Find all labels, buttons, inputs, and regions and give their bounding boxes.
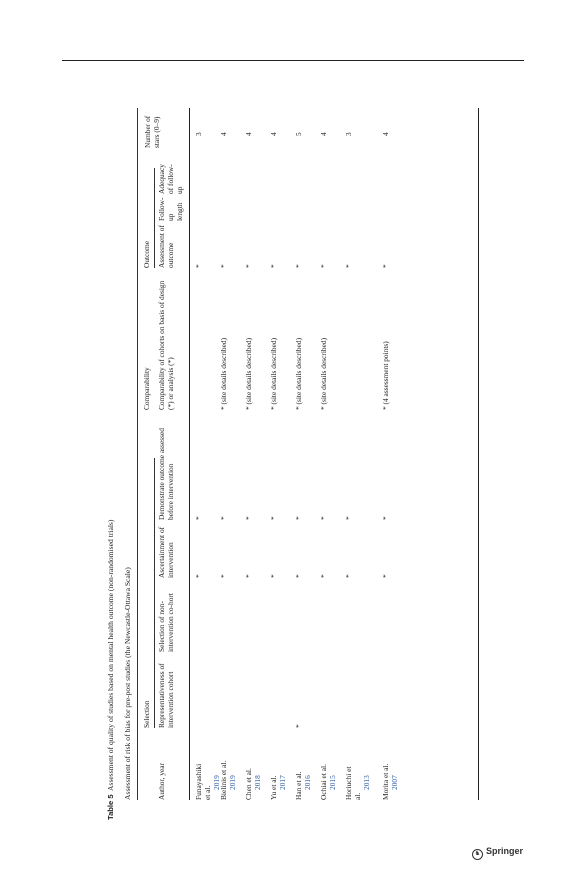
cell-demonstrate: * <box>269 516 278 520</box>
cell-author <box>381 760 399 800</box>
author-name: Bielinis et al. <box>219 760 228 800</box>
cell-demonstrate: * <box>194 516 203 520</box>
author-name: Ochiai et al. <box>319 764 328 800</box>
group-selection-rule <box>154 458 155 728</box>
rotated-table <box>106 108 486 820</box>
table-rule-top <box>137 108 138 800</box>
cell-ascertainment: * <box>244 574 253 578</box>
author-year: 2007 <box>390 775 399 790</box>
cell-ascertainment: * <box>344 574 353 578</box>
author-year: 2015 <box>328 775 337 790</box>
table-subtitle: Assessment of risk of bias for pre-post studies (the Newcastle-Ottawa Scale) <box>123 567 132 800</box>
cell-assessment: * <box>219 264 228 268</box>
cell-assessment: * <box>319 264 328 268</box>
col-ascertainment: Ascertainment of intervention <box>157 526 175 578</box>
cell-stars: 4 <box>319 132 328 136</box>
author-year: 2019 <box>212 775 221 790</box>
cell-ascertainment: * <box>381 574 390 578</box>
cell-stars: 3 <box>344 132 353 136</box>
author-year: 2013 <box>362 775 371 790</box>
publisher-name: Springer <box>486 846 524 856</box>
cell-ascertainment: * <box>219 574 228 578</box>
cell-ascertainment: * <box>294 574 303 578</box>
table-rule-header <box>189 108 190 800</box>
col-stars: Number of stars (0–9) <box>143 115 161 148</box>
cell-author <box>194 760 221 800</box>
col-representativeness: Representativeness of intervention cohort <box>157 663 175 728</box>
cell-author <box>219 760 237 800</box>
cell-ascertainment: * <box>269 574 278 578</box>
page-top-rule <box>62 60 524 61</box>
col-comparability: Comparability of cohorts on basis of design (*) or analysis (*) <box>157 280 175 410</box>
cell-comparability: * (site details described) <box>244 337 253 410</box>
cell-demonstrate: * <box>219 516 228 520</box>
col-follow-up: Follow-up length <box>157 197 184 221</box>
cell-ascertainment: * <box>319 574 328 578</box>
cell-demonstrate: * <box>381 516 390 520</box>
author-name: Han et al. <box>294 771 303 800</box>
author-year: 2017 <box>278 775 287 790</box>
cell-assessment: * <box>294 264 303 268</box>
cell-comparability: * (site details described) <box>219 337 228 410</box>
cell-comparability: * (4 assessment points) <box>381 341 390 410</box>
cell-stars: 5 <box>294 132 303 136</box>
table-caption <box>106 520 115 820</box>
col-assessment: Assessment of outcome <box>157 225 175 268</box>
col-author: Author, year <box>157 762 166 800</box>
col-demonstrate-outcome: Demonstrate outcome assessed before intervention <box>157 428 175 520</box>
cell-author <box>294 760 312 800</box>
author-name: Yu et al. <box>269 775 278 800</box>
cell-assessment: * <box>344 264 353 268</box>
cell-assessment: * <box>244 264 253 268</box>
springer-horse-icon: ♞ <box>472 849 483 860</box>
cell-author <box>269 760 287 800</box>
col-selection-non-intervention: Selection of non-intervention co-hort <box>157 593 175 652</box>
cell-author <box>344 760 371 800</box>
cell-author <box>244 760 262 800</box>
cell-demonstrate: * <box>244 516 253 520</box>
cell-ascertainment: * <box>194 574 203 578</box>
cell-assessment: * <box>269 264 278 268</box>
group-outcome: Outcome <box>142 240 151 268</box>
cell-author <box>319 760 337 800</box>
cell-comparability: * (site details described) <box>294 337 303 410</box>
cell-demonstrate: * <box>319 516 328 520</box>
col-adequacy: Adequacy of follow-up <box>157 164 184 194</box>
cell-comparability: * (site details described) <box>319 337 328 410</box>
table-label: Table 5 <box>106 794 115 820</box>
cell-stars: 4 <box>381 132 390 136</box>
author-name: Funayashiki et al. <box>194 763 212 800</box>
cell-stars: 4 <box>244 132 253 136</box>
author-year: 2016 <box>303 775 312 790</box>
table-rule-bottom <box>478 108 479 800</box>
cell-demonstrate: * <box>344 516 353 520</box>
group-outcome-rule <box>154 168 155 268</box>
author-name: Chen et al. <box>244 768 253 800</box>
group-comparability: Comparability <box>142 367 151 410</box>
cell-stars: 3 <box>194 132 203 136</box>
cell-assessment: * <box>381 264 390 268</box>
cell-comparability: * (site details described) <box>269 337 278 410</box>
cell-demonstrate: * <box>294 516 303 520</box>
cell-stars: 4 <box>219 132 228 136</box>
author-year: 2019 <box>228 775 237 790</box>
publisher-logo <box>472 846 523 860</box>
author-name: Morita et al. <box>381 763 390 800</box>
author-name: Horiuchi et al. <box>344 766 362 800</box>
table-title: Assessment of quality of studies based on mental health outcome (non-randomised trials) <box>106 519 115 791</box>
cell-stars: 4 <box>269 132 278 136</box>
cell-assessment: * <box>194 264 203 268</box>
cell-representativeness: * <box>294 724 303 728</box>
author-year: 2018 <box>253 775 262 790</box>
group-selection: Selection <box>142 700 151 728</box>
